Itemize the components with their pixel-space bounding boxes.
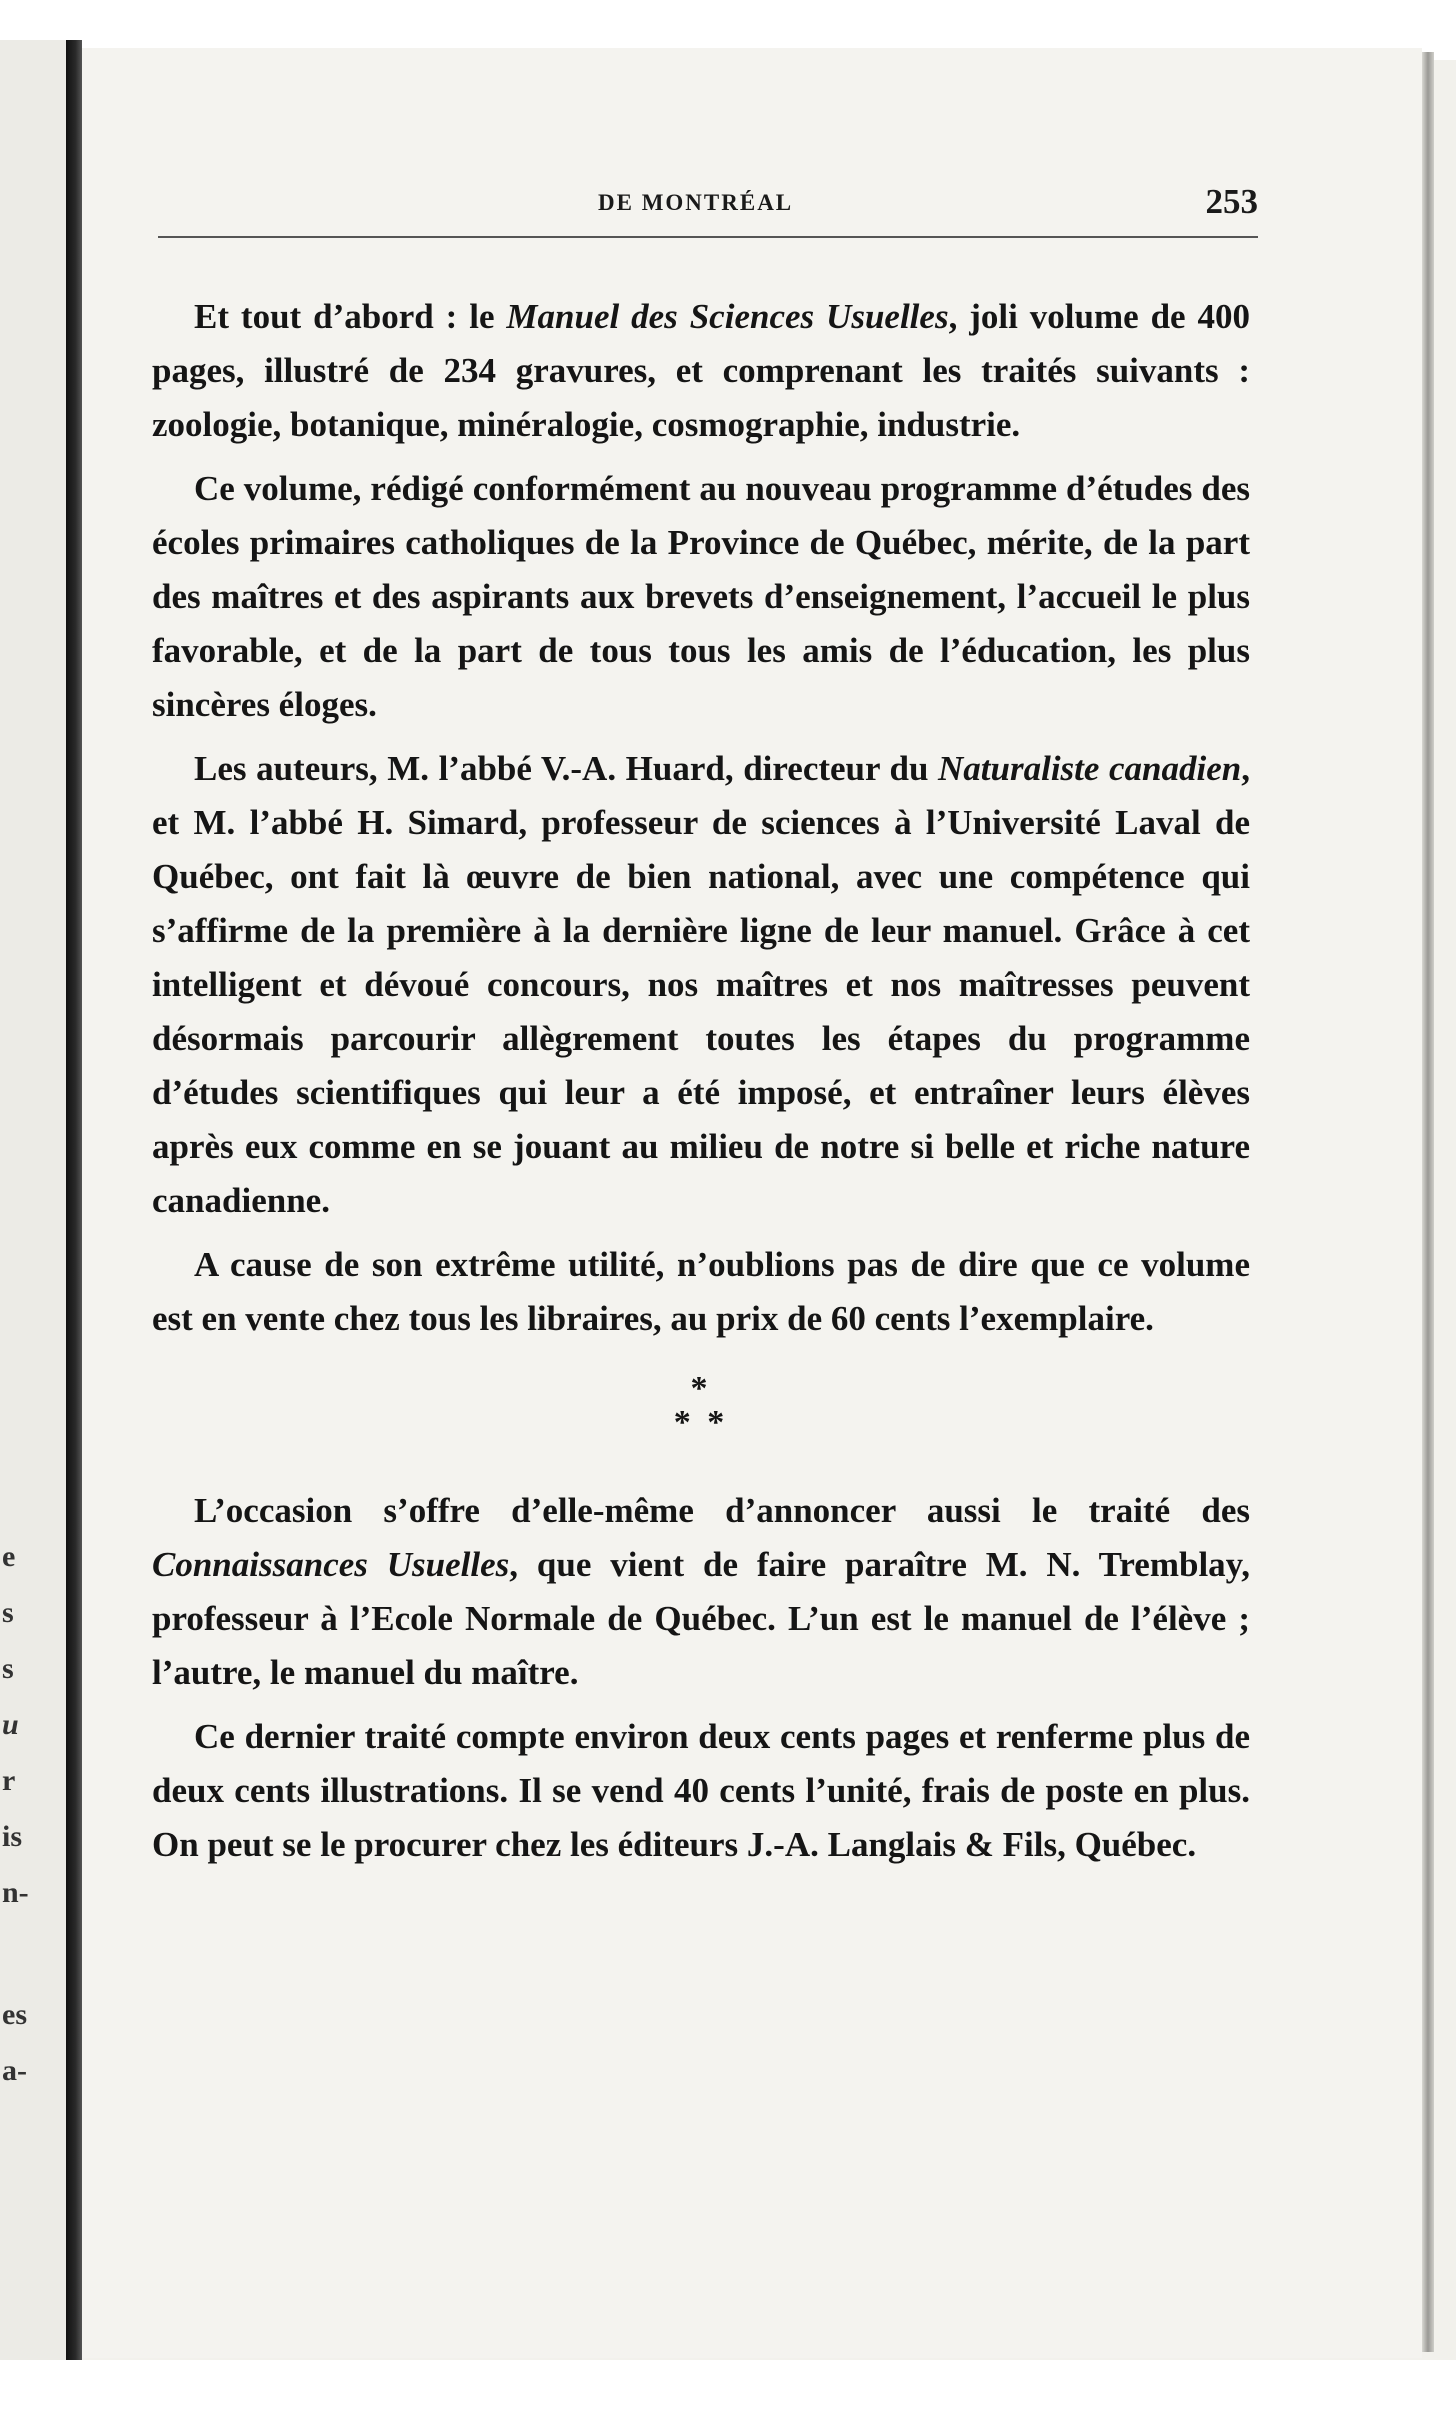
paragraph-text: Ce volume, rédigé conformément au nouveau programme d’études des écoles primaires catholiques de la Province de Québec, mérite, de la part des maîtres et des aspirants aux brevets d’enseignement, l’accueil le plus favorable, et de la part de tous tous les amis de l’éducation, les plus sincères éloges. <box>152 469 1250 724</box>
page-header <box>158 182 1258 232</box>
facing-page-fragment: s <box>2 1652 14 1685</box>
facing-page-fragment: e <box>2 1540 16 1573</box>
paragraph-text: L’occasion s’offre d’elle-même d’annoncer aussi le traité des <box>194 1491 1250 1530</box>
facing-page-fragment: s <box>2 1596 14 1629</box>
paragraph <box>152 1238 1250 1346</box>
facing-page-edge <box>0 40 70 2370</box>
paragraph-text: , que vient de faire paraître M. N. Tremblay, professeur à l’Ecole Normale de Québec. L’un est le manuel de l’élève ; l’autre, le manuel du maître. <box>152 1545 1250 1692</box>
paragraph <box>152 462 1250 732</box>
paragraph <box>152 1710 1250 1872</box>
facing-page-fragment: es <box>2 1998 27 2031</box>
scan-background-bottom <box>0 2360 1456 2432</box>
journal-title: Naturaliste canadien <box>938 749 1242 788</box>
asterism-top: * <box>690 1370 712 1407</box>
asterism-bottom: * * <box>673 1404 729 1441</box>
running-title: DE MONTRÉAL <box>598 190 794 215</box>
paragraph-text: , et M. l’abbé H. Simard, professeur de sciences à l’Université Laval de Québec, ont fait là œuvre de bien national, avec une compétence qui s’affirme de la première à la dernière ligne de leur manuel. Grâce à cet intelligent et dévoué concours, nos maîtres et nos maîtresses peuvent désormais parcourir allègrement toutes les étapes du programme d’études scientifiques qui leur a été imposé, et entraîner leurs élèves après eux comme en se jouant au milieu de notre si belle et riche nature canadienne. <box>152 749 1250 1220</box>
paragraph <box>152 290 1250 452</box>
header-rule <box>158 236 1258 238</box>
paragraph-text: Et tout d’abord : le <box>194 297 507 336</box>
book-binding-gutter <box>66 40 82 2370</box>
paragraph-text: A cause de son extrême utilité, n’oublions pas de dire que ce volume est en vente chez tous les libraires, au prix de 60 cents l’exemplaire. <box>152 1245 1250 1338</box>
book-title: Connaissances Usuelles <box>152 1545 510 1584</box>
book-title: Manuel des Sciences Usuelles <box>506 297 949 336</box>
facing-page-fragment: a- <box>2 2054 27 2087</box>
facing-page-fragment: u <box>2 1708 19 1741</box>
facing-page-fragment: n- <box>2 1876 29 1909</box>
paragraph-text: , joli volume de 400 pages, illustré de 234 gravures, et comprenant les traités suivants : zoologie, botanique, minéralogie, cosmographie, industrie. <box>152 297 1250 444</box>
paragraph <box>152 1484 1250 1700</box>
paragraph-text: Les auteurs, M. l’abbé V.-A. Huard, directeur du <box>194 749 939 788</box>
page-body <box>152 290 1250 1882</box>
facing-page-fragment: r <box>2 1764 16 1797</box>
paragraph-text: Ce dernier traité compte environ deux cents pages et renferme plus de deux cents illustrations. Il se vend 40 cents l’unité, frais de poste en plus. On peut se le procurer chez les éditeurs J.-A. Langlais & Fils, Québec. <box>152 1717 1250 1864</box>
page-number: 253 <box>1205 182 1258 221</box>
asterism-separator <box>152 1372 1250 1440</box>
paragraph <box>152 742 1250 1228</box>
facing-page-fragment: is <box>2 1820 23 1853</box>
page-stack-edge <box>1422 52 1434 2352</box>
